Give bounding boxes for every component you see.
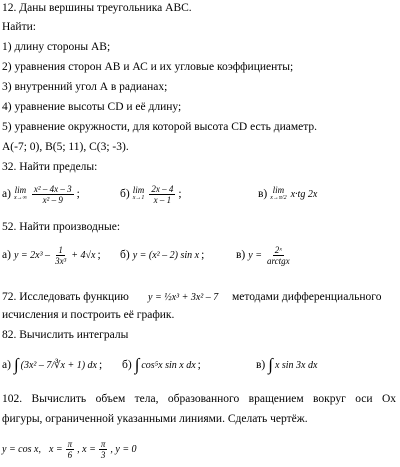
derivative-b-label: б) bbox=[120, 249, 130, 261]
derivative-v-lhs: y = bbox=[248, 249, 262, 261]
limit-a-lim-sub: x→∞ bbox=[13, 195, 27, 201]
task72-text-left: 72. Исследовать функцию bbox=[2, 291, 129, 303]
task82-heading: 82. Вычислить интегралы bbox=[2, 329, 129, 341]
limit-a-fraction bbox=[32, 184, 74, 205]
limit-a bbox=[2, 181, 80, 207]
integral-v-label: в) bbox=[256, 359, 266, 371]
task102-eq-x1-numerator: π bbox=[67, 438, 73, 449]
task12-item-5: 5) уравнение окружности, для которой высота CD есть диаметр. bbox=[2, 121, 318, 133]
task52-derivatives-row bbox=[2, 242, 398, 268]
task72-text-right: методами дифференциального bbox=[232, 291, 382, 303]
derivative-v-fraction bbox=[265, 245, 292, 266]
limit-a-expr bbox=[14, 184, 75, 205]
integral-v-integrand: x sin 3x dx bbox=[274, 359, 318, 371]
limit-v-label: в) bbox=[258, 188, 268, 200]
derivative-a-numerator: 1 bbox=[58, 244, 63, 255]
derivative-a bbox=[2, 242, 101, 268]
derivative-v bbox=[236, 242, 293, 268]
derivative-b-separator: ; bbox=[201, 249, 205, 261]
limit-a-lim bbox=[14, 186, 27, 202]
limit-v-lim-word: lim bbox=[272, 185, 285, 195]
derivative-b-expr: y = (x² – 2) sin x bbox=[132, 249, 200, 261]
limit-b-lim bbox=[133, 186, 145, 202]
integral-v-expr bbox=[268, 355, 318, 374]
integral-b-separator: ; bbox=[197, 359, 201, 371]
limit-b-label: б) bbox=[120, 188, 130, 200]
derivative-a-left: y = 2x³ – bbox=[13, 249, 51, 261]
task102-eq-x2-numerator: π bbox=[100, 438, 106, 449]
integral-b-label: б) bbox=[122, 359, 132, 371]
integral-a-expr bbox=[13, 355, 97, 374]
task12-item-2: 2) уравнения сторон АВ и АС и их угловые коэффициенты; bbox=[2, 61, 294, 73]
derivative-b bbox=[120, 242, 204, 268]
task12-find: Найти: bbox=[2, 21, 36, 33]
task102-line2: фигуры, ограниченной указанными линиями. Сделать чертёж. bbox=[2, 413, 308, 425]
derivative-a-denominator: 3x³ bbox=[55, 255, 67, 266]
limit-v-expr bbox=[270, 186, 317, 202]
derivative-v-denominator: arctgx bbox=[266, 255, 290, 266]
task102-eq-x2-fraction bbox=[99, 439, 108, 460]
limit-a-denominator: x² – 9 bbox=[42, 194, 63, 205]
task12-heading: 12. Даны вершины треугольника АВС. bbox=[2, 2, 192, 14]
task32-limits-row bbox=[2, 181, 398, 207]
task72-line2: исчисления и построить её график. bbox=[2, 309, 175, 321]
limit-b-lim-sub: x→1 bbox=[132, 195, 145, 201]
integral-b-integrand: cos⁵x sin x dx bbox=[141, 359, 196, 371]
integral-v-sign-icon: ∫ bbox=[268, 355, 273, 374]
limit-v-body: x·tg 2x bbox=[290, 188, 318, 200]
derivative-a-fraction bbox=[53, 245, 68, 266]
task12-item-1: 1) длину стороны АВ; bbox=[2, 41, 111, 53]
derivative-v-label: в) bbox=[236, 249, 246, 261]
integral-a-separator: ; bbox=[98, 359, 103, 371]
integral-b bbox=[122, 352, 201, 378]
task32-heading: 32. Найти пределы: bbox=[2, 161, 98, 173]
limit-a-numerator: x² – 4x – 3 bbox=[33, 183, 72, 194]
integral-a-label: а) bbox=[2, 359, 11, 371]
derivative-a-label: а) bbox=[2, 249, 11, 261]
integral-a bbox=[2, 352, 102, 378]
task12-item-4: 4) уравнение высоты CD и её длину; bbox=[2, 101, 182, 113]
task72-line1 bbox=[2, 286, 398, 308]
derivative-a-expr bbox=[14, 245, 96, 266]
derivative-v-numerator: 2ˣ bbox=[274, 244, 282, 255]
limit-b bbox=[120, 181, 182, 207]
derivative-a-right: + 4√x bbox=[71, 249, 96, 261]
limit-b-separator: ; bbox=[178, 188, 182, 200]
limit-a-separator: ; bbox=[76, 188, 80, 200]
task102-eq-y0: , y = 0 bbox=[110, 443, 137, 455]
task102-eq-x1-denominator: 6 bbox=[67, 449, 73, 460]
task102-line1: 102. Вычислить объем тела, образованного вращением вокруг оси Ох bbox=[2, 393, 396, 405]
integral-v bbox=[256, 352, 317, 378]
limit-b-numerator: 2x – 4 bbox=[151, 183, 174, 194]
limit-v-lim bbox=[270, 186, 286, 202]
limit-b-denominator: x – 1 bbox=[153, 194, 172, 205]
task82-integrals-row bbox=[2, 352, 398, 378]
limit-b-expr bbox=[133, 184, 177, 205]
derivative-a-separator: ; bbox=[97, 249, 101, 261]
task52-heading: 52. Найти производные: bbox=[2, 221, 121, 233]
task72-function: y = ½x³ + 3x² – 7 bbox=[148, 291, 219, 303]
integral-a-integrand: (3x² – 7/∛x + 1) dx bbox=[20, 359, 97, 371]
derivative-v-expr bbox=[248, 245, 292, 266]
limit-b-fraction bbox=[149, 184, 175, 205]
task102-eq-cos: y = cos x, bbox=[2, 443, 41, 455]
limit-v-lim-sub: x→π/2 bbox=[270, 195, 287, 201]
task102-eq-x1-fraction bbox=[66, 439, 75, 460]
limit-v bbox=[258, 181, 317, 207]
integral-b-expr bbox=[134, 355, 196, 374]
task102-eq-x2-left: , x = bbox=[77, 443, 96, 455]
task12-vertices: А(-7; 0), В(5; 11), С(3; -3). bbox=[2, 141, 129, 153]
task12-item-3: 3) внутренний угол А в радианах; bbox=[2, 81, 168, 93]
integral-a-sign-icon: ∫ bbox=[13, 355, 19, 374]
limit-a-label: а) bbox=[2, 188, 11, 200]
task102-eq-x2-denominator: 3 bbox=[100, 449, 106, 460]
integral-b-sign-icon: ∫ bbox=[134, 355, 140, 374]
task102-eq-x1-left: x = bbox=[48, 443, 63, 455]
limit-a-lim-word: lim bbox=[14, 185, 27, 195]
task102-eq-row bbox=[2, 436, 137, 462]
limit-b-lim-word: lim bbox=[132, 185, 145, 195]
task102-equations bbox=[2, 436, 398, 462]
